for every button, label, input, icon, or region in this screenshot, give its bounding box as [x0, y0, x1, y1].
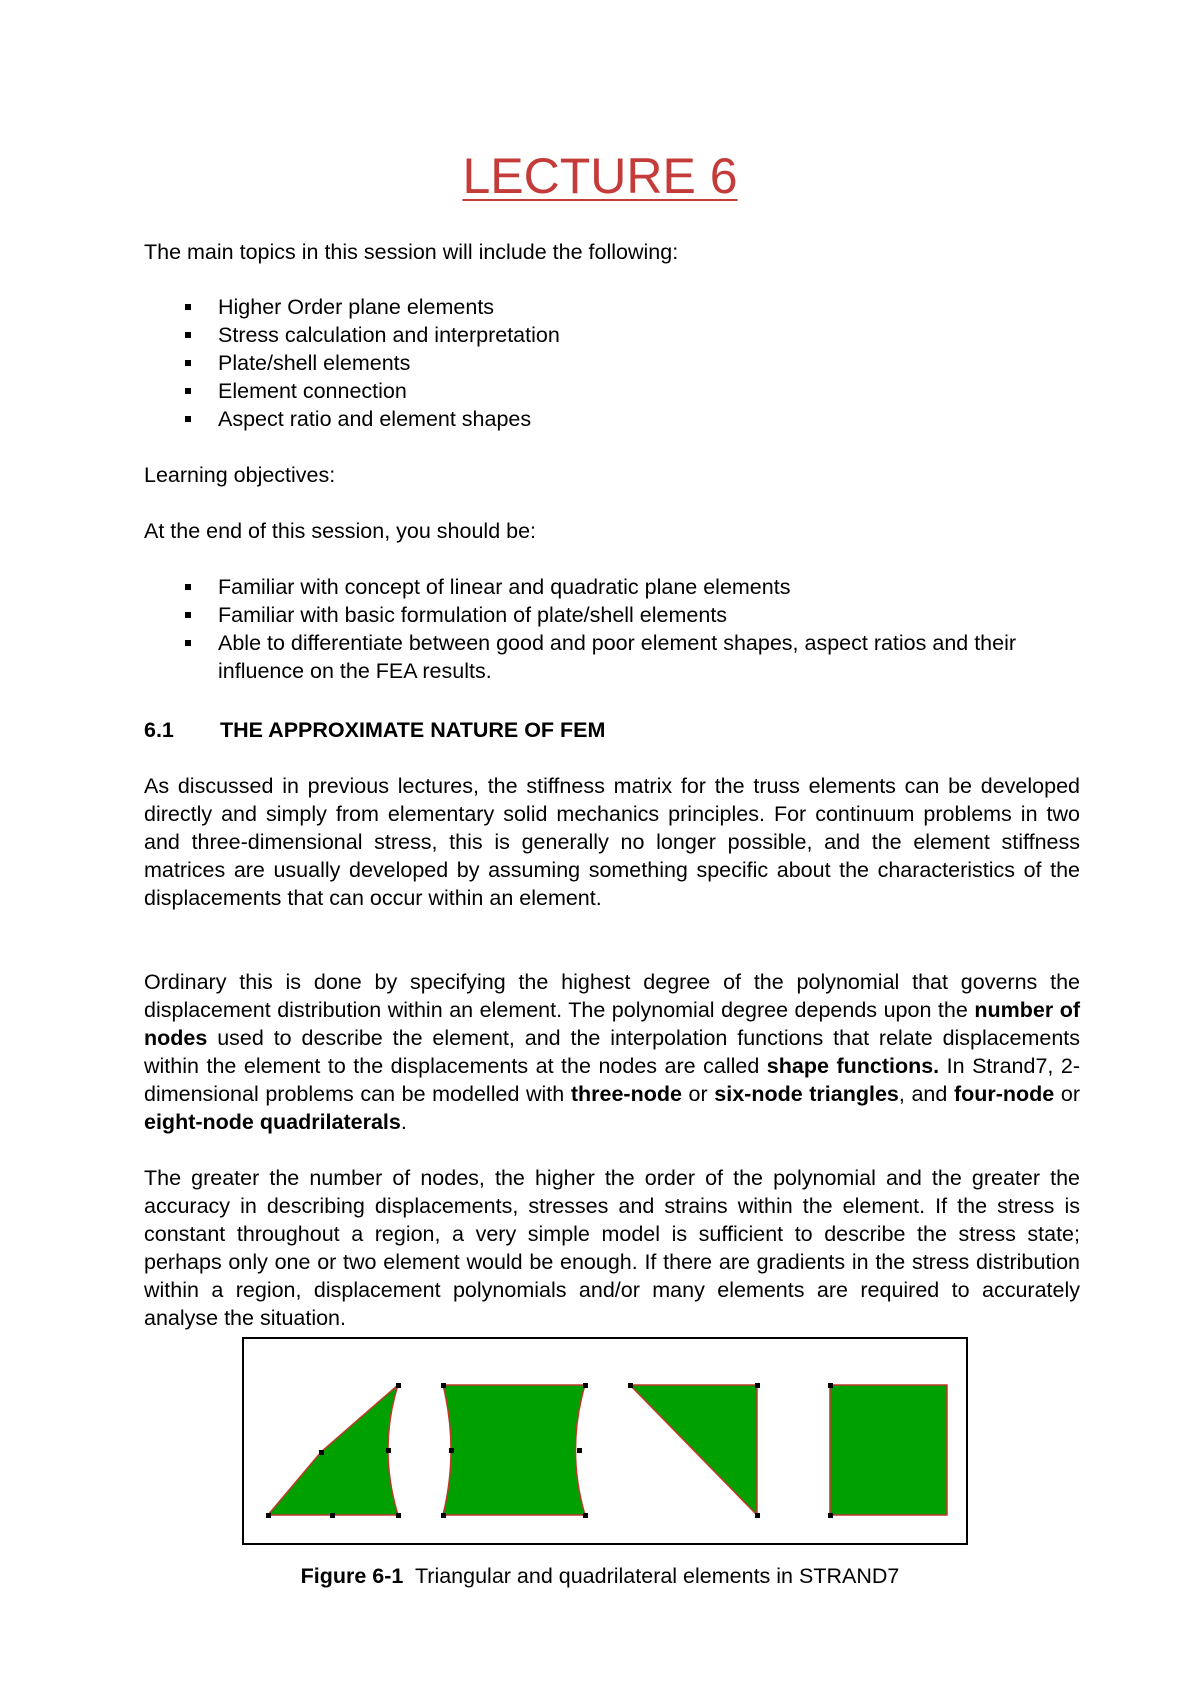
node-marker — [396, 1513, 401, 1518]
figure-caption: Figure 6-1 Triangular and quadrilateral elements in STRAND7 — [300, 1564, 900, 1588]
list-item: Stress calculation and interpretation — [144, 321, 1080, 349]
node-marker — [441, 1513, 446, 1518]
intro-text: The main topics in this session will include the following: — [144, 240, 679, 264]
topics-list — [144, 293, 1080, 433]
list-item: Familiar with concept of linear and quadratic plane elements — [144, 573, 1080, 601]
node-marker — [583, 1513, 588, 1518]
list-item: Aspect ratio and element shapes — [144, 405, 1080, 433]
section-number: 6.1 — [144, 718, 174, 742]
list-item: Familiar with basic formulation of plate/shell elements — [144, 601, 1080, 629]
list-item: Higher Order plane elements — [144, 293, 1080, 321]
node-marker — [441, 1383, 446, 1388]
node-marker — [330, 1513, 335, 1518]
node-marker — [828, 1383, 833, 1388]
list-item: Plate/shell elements — [144, 349, 1080, 377]
node-marker — [755, 1383, 760, 1388]
node-marker — [319, 1450, 324, 1455]
node-marker — [386, 1448, 391, 1453]
element-shapes-diagram — [244, 1339, 966, 1543]
lecture-title: LECTURE 6 — [462, 148, 738, 204]
node-marker — [583, 1383, 588, 1388]
paragraph-1: As discussed in previous lectures, the stiffness matrix for the truss elements can be developed directly and simply from elementary solid mechanics principles. For continuum problems in two and three-dimensional stress, this is generally no longer possible, and the element stiffness matrices are usually developed by assuming something specific about the characteristics of the displacements that can occur within an element. — [144, 774, 1080, 910]
element-figure — [242, 1337, 968, 1545]
three-node-triangle-shape — [630, 1385, 757, 1515]
section-title: THE APPROXIMATE NATURE OF FEM — [220, 718, 606, 742]
list-item: Element connection — [144, 377, 1080, 405]
four-node-quad-shape — [830, 1385, 947, 1515]
node-marker — [449, 1448, 454, 1453]
node-marker — [755, 1513, 760, 1518]
node-marker — [828, 1513, 833, 1518]
node-marker — [396, 1383, 401, 1388]
learning-objectives-label: Learning objectives: — [144, 463, 336, 487]
section-heading — [144, 716, 605, 744]
end-session-text: At the end of this session, you should be: — [144, 519, 537, 543]
node-marker — [577, 1448, 582, 1453]
objectives-list — [144, 573, 1080, 685]
paragraph-3: The greater the number of nodes, the higher the order of the polynomial and the greater the accuracy in describing displacements, stresses and strains within the element. If the stress is constant throughout a region, a very simple model is sufficient to describe the stress state; perhaps only one or two element would be enough. If there are gradients in the stress distribution within a region, displacement polynomials and/or many elements are required to accurately analyse the situation. — [144, 1166, 1080, 1330]
paragraph-2: Ordinary this is done by specifying the highest degree of the polynomial that governs the displacement distribution within an element. The polynomial degree depends upon the number of nodes used to describe the element, and the interpolation functions that relate displacements within the element to the displacements at the nodes are called shape functions. In Strand7, 2-dimensional problems can be modelled with three-node or six-node triangles, and four-node or eight-node quadrilaterals. — [144, 970, 1080, 1134]
list-item: Able to differentiate between good and poor element shapes, aspect ratios and their influence on the FEA results. — [144, 629, 1080, 685]
eight-node-quad-shape — [443, 1385, 585, 1515]
node-marker — [266, 1513, 271, 1518]
node-marker — [628, 1383, 633, 1388]
six-node-triangle-shape — [268, 1385, 398, 1515]
